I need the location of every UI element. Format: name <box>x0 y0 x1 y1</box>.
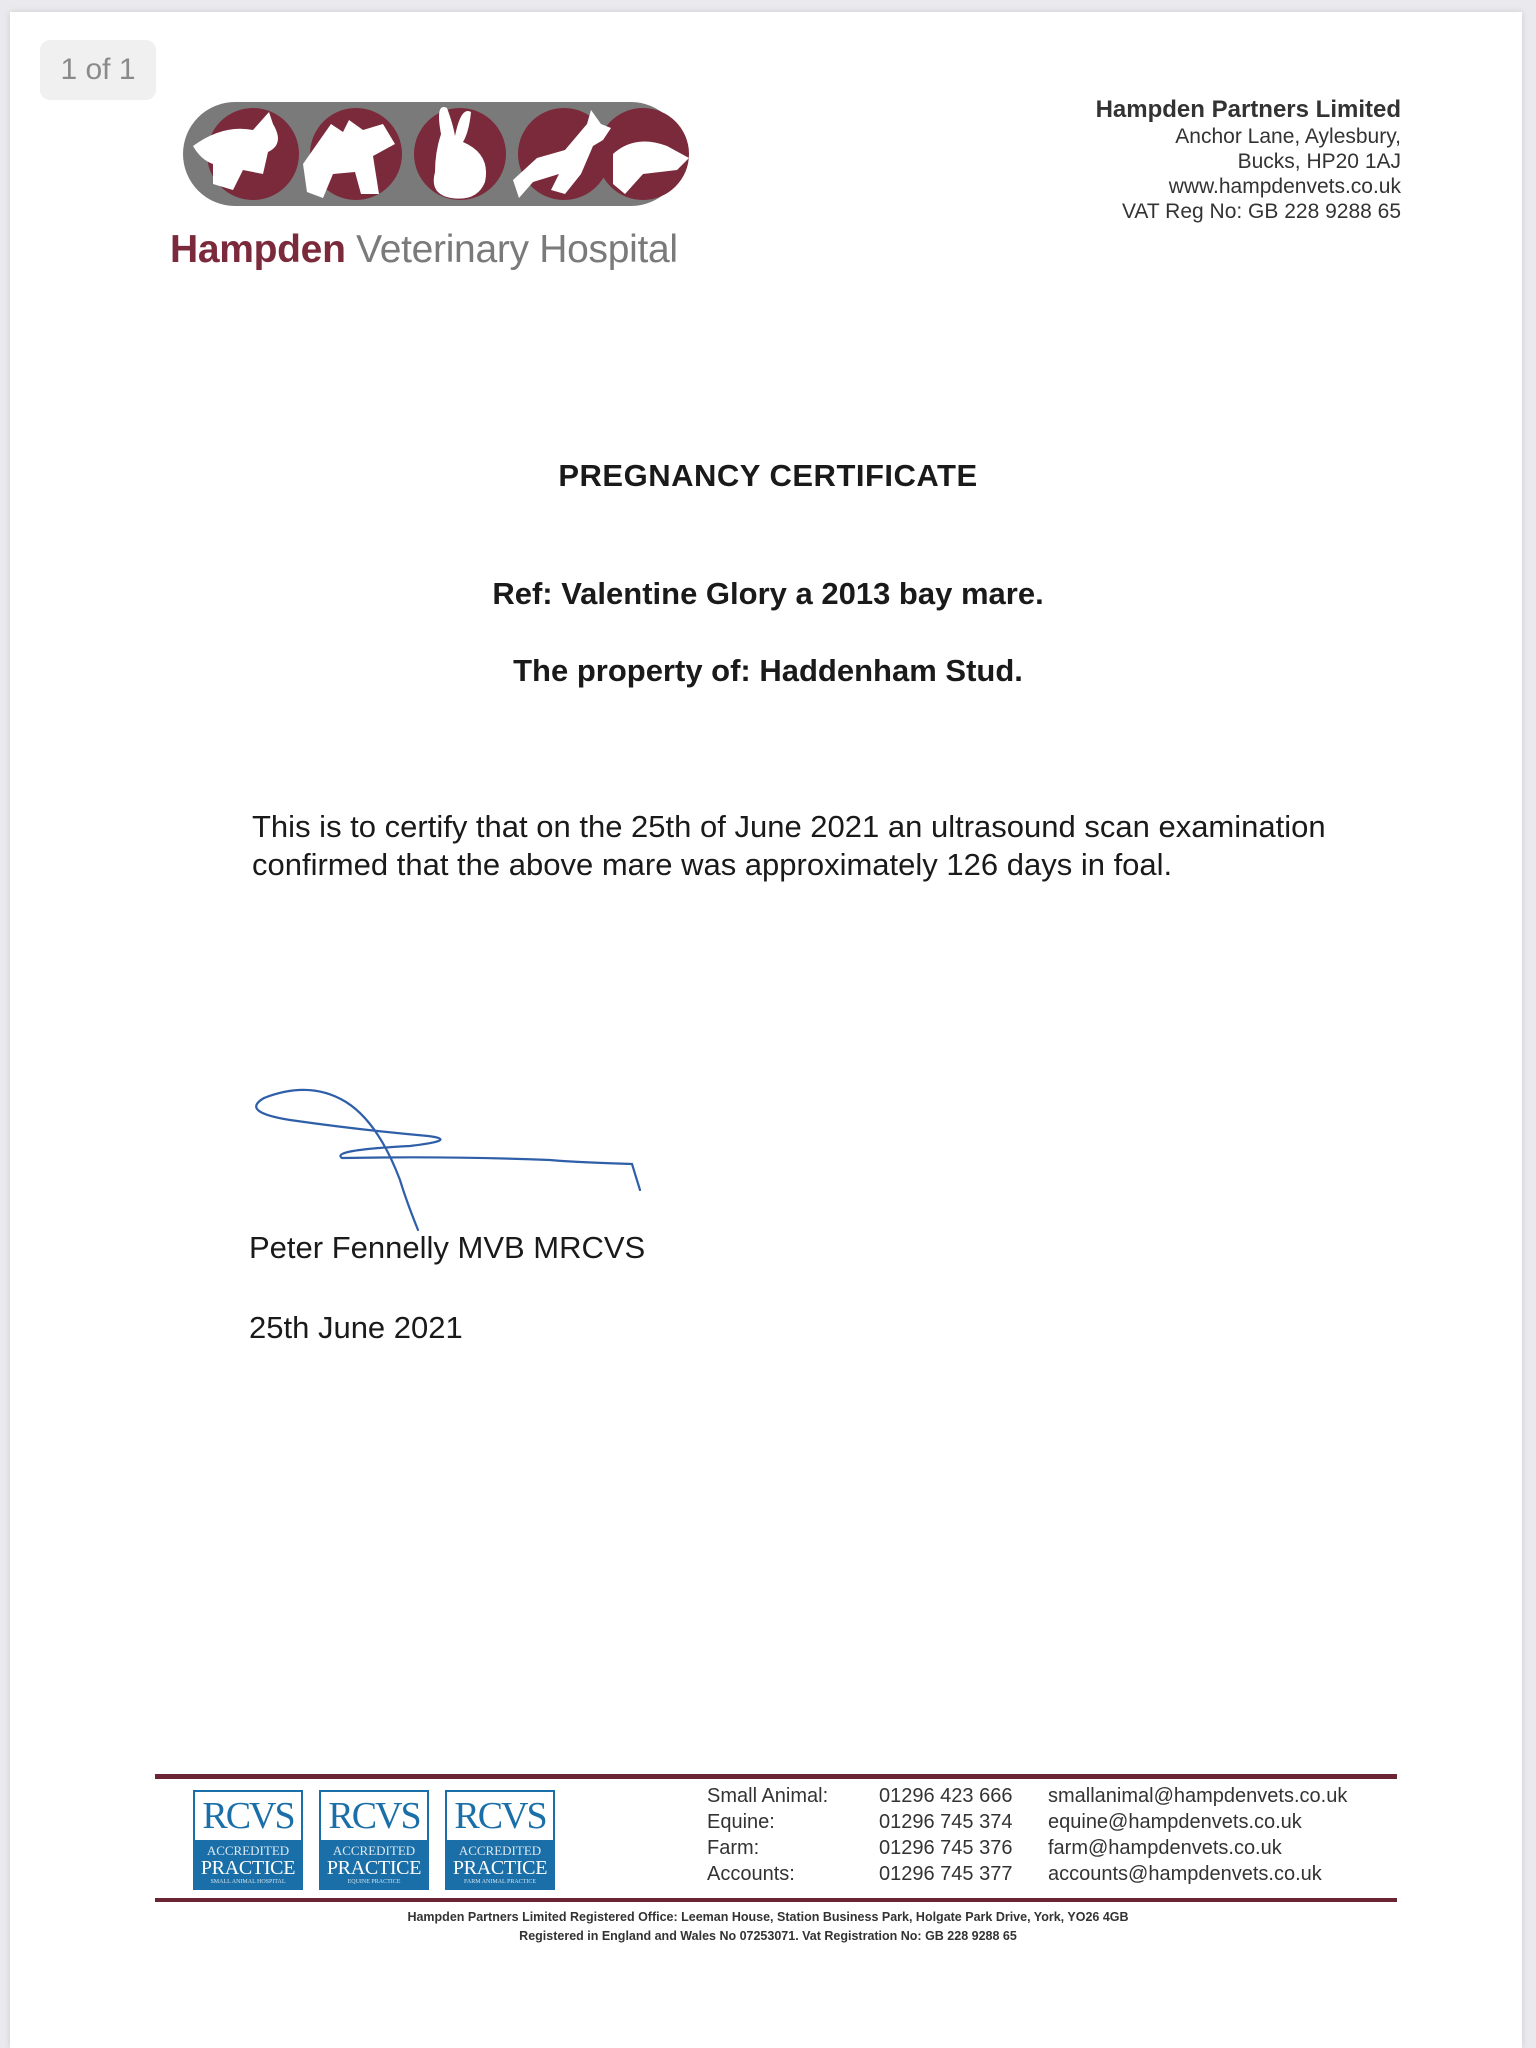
certificate-title: PREGNANCY CERTIFICATE <box>558 458 978 493</box>
rcvs-badge <box>445 1790 555 1890</box>
contact-label: Farm: <box>707 1837 760 1859</box>
badge-brand: RCVS <box>454 1795 546 1837</box>
badge-brand: RCVS <box>328 1795 420 1837</box>
signatory-name: Peter Fennelly MVB MRCVS <box>249 1230 646 1265</box>
logo-wordmark <box>170 228 678 272</box>
contact-phone: 01296 423 666 <box>879 1785 1013 1807</box>
badge-line-3: SMALL ANIMAL HOSPITAL <box>210 1879 286 1885</box>
company-registration: Registered in England and Wales No 07253071. Vat Registration No: GB 228 9288 65 <box>519 1929 1017 1943</box>
contact-phone: 01296 745 374 <box>879 1811 1013 1833</box>
footer-divider-top <box>155 1774 1397 1779</box>
contact-email: equine@hampdenvets.co.uk <box>1048 1811 1302 1833</box>
address-line-2: Bucks, HP20 1AJ <box>1237 150 1401 173</box>
handwritten-signature <box>250 1080 650 1240</box>
page-indicator: 1 of 1 <box>40 40 156 100</box>
certificate-owner: The property of: Haddenham Stud. <box>513 653 1023 688</box>
badge-line-2: PRACTICE <box>452 1857 548 1879</box>
document-page <box>10 12 1522 2048</box>
badge-line-1: ACCREDITED <box>332 1843 416 1858</box>
contact-email: accounts@hampdenvets.co.uk <box>1048 1863 1322 1885</box>
badge-line-1: ACCREDITED <box>458 1843 542 1858</box>
badge-line-2: PRACTICE <box>200 1857 296 1879</box>
company-name: Hampden Partners Limited <box>1095 96 1401 123</box>
certificate-body: This is to certify that on the 25th of June 2021 an ultrasound scan examination confirmed that the above mare was approximately 126 days in foal. <box>252 809 1326 882</box>
badge-line-3: FARM ANIMAL PRACTICE <box>463 1879 536 1885</box>
contact-email: smallanimal@hampdenvets.co.uk <box>1048 1785 1348 1807</box>
contact-phone: 01296 745 376 <box>879 1837 1013 1859</box>
contact-label: Equine: <box>707 1811 775 1833</box>
logo-brand-word: Hampden <box>170 228 346 271</box>
registration-info <box>0 1908 1536 1946</box>
rcvs-badge <box>319 1790 429 1890</box>
signature-date: 25th June 2021 <box>249 1310 463 1345</box>
certificate-reference: Ref: Valentine Glory a 2013 bay mare. <box>492 576 1044 611</box>
contact-phone: 01296 745 377 <box>879 1863 1013 1885</box>
badge-line-3: EQUINE PRACTICE <box>347 1879 401 1885</box>
vat-number: VAT Reg No: GB 228 9288 65 <box>1121 200 1401 223</box>
badge-brand: RCVS <box>202 1795 294 1837</box>
company-address-block <box>1096 96 1401 224</box>
badge-line-2: PRACTICE <box>326 1857 422 1879</box>
rcvs-badge <box>193 1790 303 1890</box>
contact-email: farm@hampdenvets.co.uk <box>1048 1837 1282 1859</box>
contact-label: Accounts: <box>707 1863 795 1885</box>
footer-divider-bottom <box>155 1898 1397 1902</box>
badge-line-1: ACCREDITED <box>206 1843 290 1858</box>
address-line-1: Anchor Lane, Aylesbury, <box>1175 125 1401 148</box>
logo-rest-words: Veterinary Hospital <box>345 228 678 271</box>
company-website: www.hampdenvets.co.uk <box>1168 175 1401 198</box>
contact-label: Small Animal: <box>707 1785 829 1807</box>
registered-office: Hampden Partners Limited Registered Office: Leeman House, Station Business Park, Holgate Park Drive, York, YO26 4GB <box>407 1910 1129 1924</box>
